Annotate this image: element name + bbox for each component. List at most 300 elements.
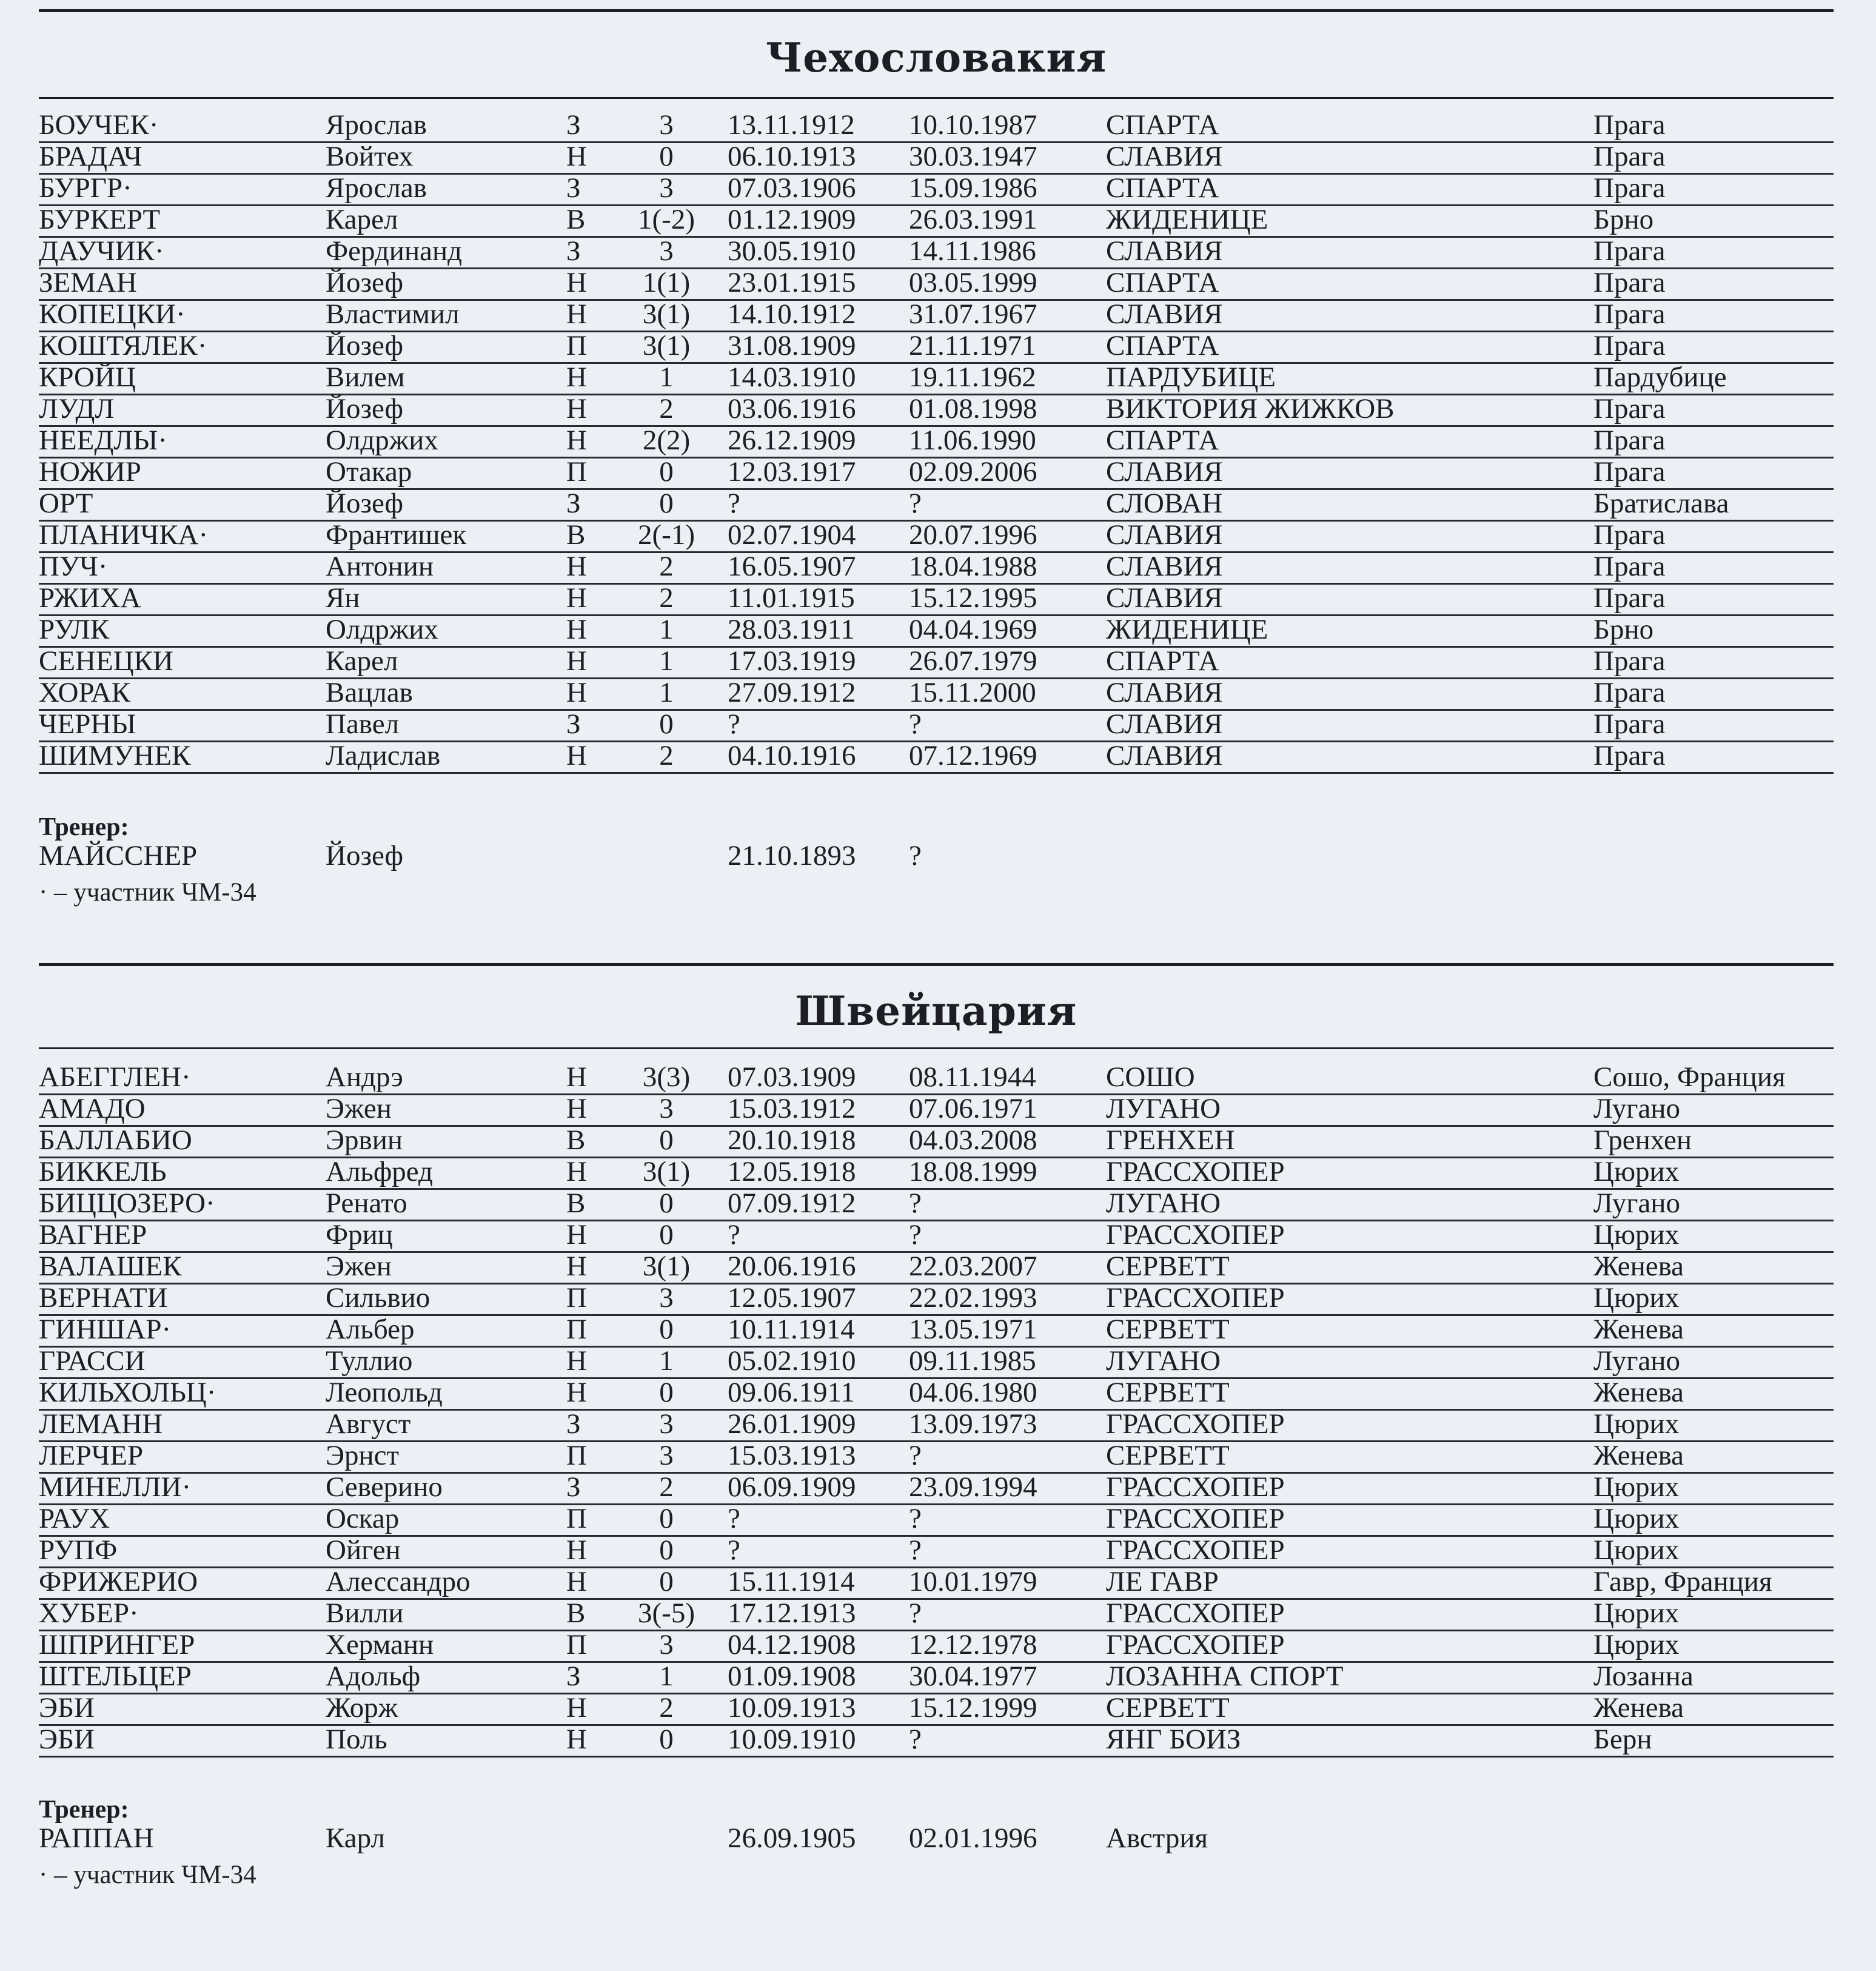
player-death-date: 04.04.1969 bbox=[909, 614, 1037, 645]
player-city: Берн bbox=[1593, 1724, 1652, 1755]
player-surname: ЭБИ bbox=[39, 1724, 95, 1755]
player-games-goals: 3 bbox=[659, 1093, 674, 1124]
player-club: ГРАССХОПЕР bbox=[1106, 1597, 1285, 1629]
coach-country: Австрия bbox=[1106, 1822, 1208, 1854]
player-death-date: 18.08.1999 bbox=[909, 1156, 1037, 1187]
player-games-goals: 0 bbox=[659, 1124, 674, 1156]
player-city: Прага bbox=[1593, 456, 1666, 488]
player-club: ГРАССХОПЕР bbox=[1106, 1471, 1285, 1503]
player-birth-date: 15.03.1913 bbox=[728, 1440, 856, 1471]
player-birth-date: 12.05.1918 bbox=[728, 1156, 856, 1187]
player-death-date: 18.04.1988 bbox=[909, 551, 1037, 582]
player-death-date: 22.03.2007 bbox=[909, 1251, 1037, 1282]
table-row bbox=[39, 742, 1834, 774]
player-club: ГРАССХОПЕР bbox=[1106, 1534, 1285, 1566]
player-birth-date: 17.12.1913 bbox=[728, 1597, 856, 1629]
player-birth-date: 04.10.1916 bbox=[728, 740, 856, 771]
player-city: Цюрих bbox=[1593, 1503, 1680, 1534]
player-games-goals: 0 bbox=[659, 456, 674, 488]
coach-birth-date: 21.10.1893 bbox=[728, 840, 856, 871]
player-surname: РУПФ bbox=[39, 1534, 118, 1566]
player-first-name: Ойген bbox=[326, 1534, 401, 1566]
player-games-goals: 3(1) bbox=[642, 330, 691, 361]
player-games-goals: 1(1) bbox=[642, 267, 691, 298]
table-row bbox=[39, 1284, 1834, 1316]
player-club: СЛАВИЯ bbox=[1106, 708, 1223, 740]
player-surname: ХОРАК bbox=[39, 677, 130, 708]
player-birth-date: 13.11.1912 bbox=[728, 109, 855, 141]
player-first-name: Поль bbox=[326, 1724, 387, 1755]
player-city: Прага bbox=[1593, 425, 1666, 456]
player-club: ГРАССХОПЕР bbox=[1106, 1282, 1285, 1314]
table-row bbox=[39, 645, 1834, 679]
player-death-date: 26.07.1979 bbox=[909, 645, 1037, 677]
player-death-date: 07.06.1971 bbox=[909, 1093, 1037, 1124]
player-birth-date: 12.03.1917 bbox=[728, 456, 856, 488]
player-games-goals: 3(1) bbox=[642, 1251, 691, 1282]
player-position: В bbox=[566, 519, 586, 551]
table-row bbox=[39, 1726, 1834, 1758]
player-city: Прага bbox=[1593, 393, 1666, 425]
player-city: Женева bbox=[1593, 1440, 1684, 1471]
player-first-name: Август bbox=[326, 1408, 411, 1440]
player-surname: ПЛАНИЧКА· bbox=[39, 519, 209, 551]
player-first-name: Карел bbox=[326, 204, 398, 235]
table-row bbox=[39, 708, 1834, 742]
player-city: Прага bbox=[1593, 141, 1666, 172]
player-city: Цюрих bbox=[1593, 1471, 1680, 1503]
player-position: З bbox=[566, 1408, 581, 1440]
player-death-date: 13.09.1973 bbox=[909, 1408, 1037, 1440]
table-row bbox=[39, 1061, 1834, 1095]
player-games-goals: 3 bbox=[659, 1629, 674, 1660]
table-row bbox=[39, 1568, 1834, 1600]
player-death-date: 15.09.1986 bbox=[909, 172, 1037, 204]
player-death-date: 01.08.1998 bbox=[909, 393, 1037, 425]
table-row bbox=[39, 1379, 1834, 1411]
player-first-name: Сильвио bbox=[326, 1282, 430, 1314]
player-club: ЛУГАНО bbox=[1106, 1345, 1221, 1377]
player-surname: НОЖИР bbox=[39, 456, 141, 488]
player-birth-date: 16.05.1907 bbox=[728, 551, 856, 582]
player-surname: БИККЕЛЬ bbox=[39, 1156, 167, 1187]
player-birth-date: 07.09.1912 bbox=[728, 1187, 856, 1219]
table-row bbox=[39, 519, 1834, 553]
player-club: СЛОВАН bbox=[1106, 488, 1223, 519]
player-city: Цюрих bbox=[1593, 1629, 1680, 1660]
player-games-goals: 2(2) bbox=[642, 425, 691, 456]
player-death-date: 12.12.1978 bbox=[909, 1629, 1037, 1660]
player-club: СЛАВИЯ bbox=[1106, 551, 1223, 582]
table-row bbox=[39, 1534, 1834, 1568]
player-position: Н bbox=[566, 141, 587, 172]
player-first-name: Алессандро bbox=[326, 1566, 471, 1597]
player-games-goals: 2 bbox=[659, 551, 674, 582]
player-games-goals: 1 bbox=[659, 645, 674, 677]
player-death-date: 14.11.1986 bbox=[909, 235, 1036, 267]
player-surname: КОПЕЦКИ· bbox=[39, 298, 186, 330]
player-club: ГРЕНХЕН bbox=[1106, 1124, 1235, 1156]
player-position: Н bbox=[566, 267, 587, 298]
player-club: ЖИДЕНИЦЕ bbox=[1106, 614, 1268, 645]
table-row bbox=[39, 235, 1834, 269]
table-row bbox=[39, 1597, 1834, 1631]
player-games-goals: 3 bbox=[659, 1408, 674, 1440]
player-club: ГРАССХОПЕР bbox=[1106, 1408, 1285, 1440]
player-city: Женева bbox=[1593, 1377, 1684, 1408]
player-city: Прага bbox=[1593, 645, 1666, 677]
player-city: Женева bbox=[1593, 1251, 1684, 1282]
player-first-name: Эжен bbox=[326, 1093, 392, 1124]
player-death-date: ? bbox=[909, 708, 922, 740]
player-first-name: Эрвин bbox=[326, 1124, 403, 1156]
player-club: СПАРТА bbox=[1106, 645, 1219, 677]
player-surname: ДАУЧИК· bbox=[39, 235, 164, 267]
player-position: Н bbox=[566, 614, 587, 645]
footnote: · – участник ЧМ-34 bbox=[39, 878, 256, 907]
player-surname: КРОЙЦ bbox=[39, 361, 136, 393]
player-position: З bbox=[566, 1471, 581, 1503]
player-club: ГРАССХОПЕР bbox=[1106, 1219, 1285, 1251]
player-city: Прага bbox=[1593, 330, 1666, 361]
coach-label: Тренер: bbox=[39, 813, 129, 841]
player-surname: БАЛЛАБИО bbox=[39, 1124, 192, 1156]
player-surname: ГИНШАР· bbox=[39, 1314, 172, 1345]
player-club: СЕРВЕТТ bbox=[1106, 1314, 1230, 1345]
table-row bbox=[39, 458, 1834, 490]
player-games-goals: 3(1) bbox=[642, 1156, 691, 1187]
player-city: Лугано bbox=[1593, 1093, 1680, 1124]
player-games-goals: 1 bbox=[659, 677, 674, 708]
player-city: Прага bbox=[1593, 677, 1666, 708]
player-club: СЕРВЕТТ bbox=[1106, 1440, 1230, 1471]
player-position: Н bbox=[566, 740, 587, 771]
roster-table-czechoslovakia bbox=[39, 109, 1834, 774]
player-birth-date: 06.10.1913 bbox=[728, 141, 856, 172]
player-club: СПАРТА bbox=[1106, 267, 1219, 298]
player-position: В bbox=[566, 1124, 586, 1156]
player-birth-date: 23.01.1915 bbox=[728, 267, 856, 298]
player-position: З bbox=[566, 235, 581, 267]
player-club: СЛАВИЯ bbox=[1106, 740, 1223, 771]
document-page bbox=[39, 0, 1834, 1971]
player-games-goals: 2 bbox=[659, 1471, 674, 1503]
player-birth-date: 14.10.1912 bbox=[728, 298, 856, 330]
table-row bbox=[39, 1442, 1834, 1474]
player-city: Прага bbox=[1593, 109, 1666, 141]
table-row bbox=[39, 1316, 1834, 1348]
player-death-date: 20.07.1996 bbox=[909, 519, 1037, 551]
player-death-date: 26.03.1991 bbox=[909, 204, 1037, 235]
player-club: СЕРВЕТТ bbox=[1106, 1692, 1230, 1724]
player-club: ГРАССХОПЕР bbox=[1106, 1629, 1285, 1660]
player-death-date: 30.04.1977 bbox=[909, 1660, 1037, 1692]
player-first-name: Ярослав bbox=[326, 109, 427, 141]
player-birth-date: 04.12.1908 bbox=[728, 1629, 856, 1660]
player-first-name: Оскар bbox=[326, 1503, 400, 1534]
player-death-date: ? bbox=[909, 488, 922, 519]
player-surname: ВАЛАШЕК bbox=[39, 1251, 182, 1282]
player-death-date: ? bbox=[909, 1440, 922, 1471]
player-city: Прага bbox=[1593, 519, 1666, 551]
player-games-goals: 0 bbox=[659, 1724, 674, 1755]
header-rule bbox=[39, 1047, 1834, 1049]
player-games-goals: 3 bbox=[659, 1282, 674, 1314]
player-death-date: ? bbox=[909, 1503, 922, 1534]
player-birth-date: 05.02.1910 bbox=[728, 1345, 856, 1377]
player-club: СЛАВИЯ bbox=[1106, 235, 1223, 267]
player-first-name: Отакар bbox=[326, 456, 412, 488]
player-games-goals: 0 bbox=[659, 488, 674, 519]
player-birth-date: 11.01.1915 bbox=[728, 582, 855, 614]
player-first-name: Войтех bbox=[326, 141, 414, 172]
player-surname: ШТЕЛЬЦЕР bbox=[39, 1660, 192, 1692]
player-death-date: 10.10.1987 bbox=[909, 109, 1037, 141]
player-games-goals: 0 bbox=[659, 1377, 674, 1408]
player-games-goals: 0 bbox=[659, 1534, 674, 1566]
coach-first-name: Карл bbox=[326, 1822, 385, 1854]
player-games-goals: 0 bbox=[659, 1503, 674, 1534]
player-death-date: 23.09.1994 bbox=[909, 1471, 1037, 1503]
player-birth-date: 03.06.1916 bbox=[728, 393, 856, 425]
player-city: Лозанна bbox=[1593, 1660, 1693, 1692]
player-death-date: 10.01.1979 bbox=[909, 1566, 1037, 1597]
player-death-date: 11.06.1990 bbox=[909, 425, 1036, 456]
player-games-goals: 3 bbox=[659, 172, 674, 204]
player-city: Цюрих bbox=[1593, 1219, 1680, 1251]
player-club: СПАРТА bbox=[1106, 172, 1219, 204]
player-death-date: 22.02.1993 bbox=[909, 1282, 1037, 1314]
player-position: З bbox=[566, 708, 581, 740]
player-death-date: 07.12.1969 bbox=[909, 740, 1037, 771]
player-surname: СЕНЕЦКИ bbox=[39, 645, 173, 677]
player-city: Гренхен bbox=[1593, 1124, 1692, 1156]
player-surname: ФРИЖЕРИО bbox=[39, 1566, 198, 1597]
player-position: В bbox=[566, 1187, 586, 1219]
table-row bbox=[39, 427, 1834, 458]
player-birth-date: 02.07.1904 bbox=[728, 519, 856, 551]
player-club: СЛАВИЯ bbox=[1106, 677, 1223, 708]
player-position: Н bbox=[566, 1219, 587, 1251]
player-position: Н bbox=[566, 1566, 587, 1597]
player-first-name: Северино bbox=[326, 1471, 443, 1503]
player-city: Цюрих bbox=[1593, 1282, 1680, 1314]
player-club: ЛЕ ГАВР bbox=[1106, 1566, 1219, 1597]
player-city: Сошо, Франция bbox=[1593, 1061, 1786, 1093]
table-row bbox=[39, 1095, 1834, 1127]
player-surname: ЭБИ bbox=[39, 1692, 95, 1724]
footnote: · – участник ЧМ-34 bbox=[39, 1861, 256, 1889]
player-surname: ПУЧ· bbox=[39, 551, 108, 582]
player-games-goals: 0 bbox=[659, 1187, 674, 1219]
player-surname: НЕЕДЛЫ· bbox=[39, 425, 167, 456]
player-death-date: 31.07.1967 bbox=[909, 298, 1037, 330]
section-title-switzerland: Швейцария bbox=[795, 987, 1077, 1035]
player-club: СПАРТА bbox=[1106, 109, 1219, 141]
coach-row bbox=[39, 1822, 1834, 1854]
player-city: Братислава bbox=[1593, 488, 1729, 519]
player-games-goals: 2 bbox=[659, 582, 674, 614]
player-position: Н bbox=[566, 645, 587, 677]
coach-birth-date: 26.09.1905 bbox=[728, 1822, 856, 1854]
table-row bbox=[39, 332, 1834, 364]
player-birth-date: ? bbox=[728, 488, 740, 519]
table-row bbox=[39, 1471, 1834, 1505]
player-city: Прага bbox=[1593, 551, 1666, 582]
player-games-goals: 3 bbox=[659, 109, 674, 141]
player-position: Н bbox=[566, 1692, 587, 1724]
player-death-date: ? bbox=[909, 1534, 922, 1566]
coach-surname: РАППАН bbox=[39, 1822, 154, 1854]
coach-death-date: 02.01.1996 bbox=[909, 1822, 1037, 1854]
player-position: П bbox=[566, 456, 587, 488]
player-surname: МИНЕЛЛИ· bbox=[39, 1471, 192, 1503]
player-first-name: Властимил bbox=[326, 298, 460, 330]
player-games-goals: 3 bbox=[659, 1440, 674, 1471]
player-first-name: Фердинанд bbox=[326, 235, 463, 267]
player-games-goals: 3 bbox=[659, 235, 674, 267]
player-surname: РУЛК bbox=[39, 614, 110, 645]
player-surname: ВАГНЕР bbox=[39, 1219, 147, 1251]
player-city: Пардубице bbox=[1593, 361, 1727, 393]
header-rule bbox=[39, 97, 1834, 99]
table-row bbox=[39, 269, 1834, 301]
player-club: СЛАВИЯ bbox=[1106, 519, 1223, 551]
player-birth-date: 27.09.1912 bbox=[728, 677, 856, 708]
player-city: Цюрих bbox=[1593, 1408, 1680, 1440]
player-first-name: Эрнст bbox=[326, 1440, 400, 1471]
player-surname: ОРТ bbox=[39, 488, 93, 519]
player-city: Гавр, Франция bbox=[1593, 1566, 1772, 1597]
player-city: Брно bbox=[1593, 204, 1654, 235]
player-position: Н bbox=[566, 393, 587, 425]
player-city: Прага bbox=[1593, 298, 1666, 330]
player-city: Прага bbox=[1593, 235, 1666, 267]
player-surname: ЧЕРНЫ bbox=[39, 708, 136, 740]
player-club: ПАРДУБИЦЕ bbox=[1106, 361, 1276, 393]
player-surname: БИЦЦОЗЕРО· bbox=[39, 1187, 215, 1219]
player-games-goals: 0 bbox=[659, 1566, 674, 1597]
player-death-date: 13.05.1971 bbox=[909, 1314, 1037, 1345]
player-birth-date: ? bbox=[728, 1503, 740, 1534]
player-surname: ХУБЕР· bbox=[39, 1597, 139, 1629]
player-birth-date: 31.08.1909 bbox=[728, 330, 856, 361]
coach-death-date: ? bbox=[909, 840, 922, 871]
player-position: З bbox=[566, 172, 581, 204]
table-row bbox=[39, 1505, 1834, 1537]
player-death-date: 08.11.1944 bbox=[909, 1061, 1036, 1093]
player-position: П bbox=[566, 1503, 587, 1534]
player-games-goals: 2 bbox=[659, 740, 674, 771]
table-row bbox=[39, 143, 1834, 175]
player-position: Н bbox=[566, 1534, 587, 1566]
player-club: ГРАССХОПЕР bbox=[1106, 1156, 1285, 1187]
player-city: Лугано bbox=[1593, 1345, 1680, 1377]
player-birth-date: 09.06.1911 bbox=[728, 1377, 855, 1408]
player-club: СЛАВИЯ bbox=[1106, 298, 1223, 330]
table-row bbox=[39, 1660, 1834, 1694]
player-surname: ЛЕРЧЕР bbox=[39, 1440, 144, 1471]
table-row bbox=[39, 1631, 1834, 1663]
player-first-name: Йозеф bbox=[326, 393, 403, 425]
player-surname: ЛЕМАНН bbox=[39, 1408, 163, 1440]
player-first-name: Франтишек bbox=[326, 519, 467, 551]
player-birth-date: 26.12.1909 bbox=[728, 425, 856, 456]
player-club: СОШО bbox=[1106, 1061, 1195, 1093]
player-first-name: Ладислав bbox=[326, 740, 441, 771]
player-surname: БОУЧЕК· bbox=[39, 109, 159, 141]
player-games-goals: 1 bbox=[659, 1345, 674, 1377]
player-city: Лугано bbox=[1593, 1187, 1680, 1219]
player-first-name: Леопольд bbox=[326, 1377, 443, 1408]
player-birth-date: 10.09.1910 bbox=[728, 1724, 856, 1755]
player-club: ГРАССХОПЕР bbox=[1106, 1503, 1285, 1534]
player-city: Брно bbox=[1593, 614, 1654, 645]
player-death-date: 15.12.1999 bbox=[909, 1692, 1037, 1724]
section-divider-rule bbox=[39, 963, 1834, 966]
player-first-name: Карел bbox=[326, 645, 398, 677]
player-games-goals: 0 bbox=[659, 708, 674, 740]
table-row bbox=[39, 206, 1834, 238]
player-birth-date: 14.03.1910 bbox=[728, 361, 856, 393]
table-row bbox=[39, 298, 1834, 332]
player-first-name: Туллио bbox=[326, 1345, 413, 1377]
player-birth-date: 17.03.1919 bbox=[728, 645, 856, 677]
section-title-czechoslovakia: Чехословакия bbox=[765, 34, 1107, 81]
player-first-name: Йозеф bbox=[326, 488, 403, 519]
player-club: ВИКТОРИЯ ЖИЖКОВ bbox=[1106, 393, 1395, 425]
player-position: З bbox=[566, 109, 581, 141]
player-birth-date: 15.11.1914 bbox=[728, 1566, 855, 1597]
player-games-goals: 0 bbox=[659, 1314, 674, 1345]
player-first-name: Ярослав bbox=[326, 172, 427, 204]
player-first-name: Ян bbox=[326, 582, 360, 614]
player-first-name: Йозеф bbox=[326, 267, 403, 298]
player-first-name: Адольф bbox=[326, 1660, 421, 1692]
player-death-date: 15.12.1995 bbox=[909, 582, 1037, 614]
player-position: Н bbox=[566, 1156, 587, 1187]
player-birth-date: 10.11.1914 bbox=[728, 1314, 855, 1345]
table-row bbox=[39, 172, 1834, 206]
player-death-date: 03.05.1999 bbox=[909, 267, 1037, 298]
table-row bbox=[39, 1408, 1834, 1442]
coach-surname: МАЙССНЕР bbox=[39, 840, 198, 871]
player-surname: КИЛЬХОЛЬЦ· bbox=[39, 1377, 216, 1408]
player-birth-date: 20.06.1916 bbox=[728, 1251, 856, 1282]
player-games-goals: 1 bbox=[659, 614, 674, 645]
player-death-date: 04.03.2008 bbox=[909, 1124, 1037, 1156]
player-surname: АБЕГГЛЕН· bbox=[39, 1061, 191, 1093]
player-club: ЯНГ БОИЗ bbox=[1106, 1724, 1241, 1755]
player-club: ЛУГАНО bbox=[1106, 1093, 1221, 1124]
player-birth-date: 10.09.1913 bbox=[728, 1692, 856, 1724]
player-surname: РЖИХА bbox=[39, 582, 141, 614]
player-surname: ШПРИНГЕР bbox=[39, 1629, 195, 1660]
player-club: СЛАВИЯ bbox=[1106, 456, 1223, 488]
player-surname: ЛУДЛ bbox=[39, 393, 115, 425]
player-first-name: Олдржих bbox=[326, 614, 438, 645]
player-city: Прага bbox=[1593, 582, 1666, 614]
player-position: Н bbox=[566, 425, 587, 456]
player-position: П bbox=[566, 1282, 587, 1314]
player-first-name: Жорж bbox=[326, 1692, 398, 1724]
player-position: П bbox=[566, 1440, 587, 1471]
player-birth-date: 01.09.1908 bbox=[728, 1660, 856, 1692]
player-death-date: ? bbox=[909, 1219, 922, 1251]
player-surname: БУРГР· bbox=[39, 172, 132, 204]
player-first-name: Вацлав bbox=[326, 677, 413, 708]
table-row bbox=[39, 1253, 1834, 1284]
